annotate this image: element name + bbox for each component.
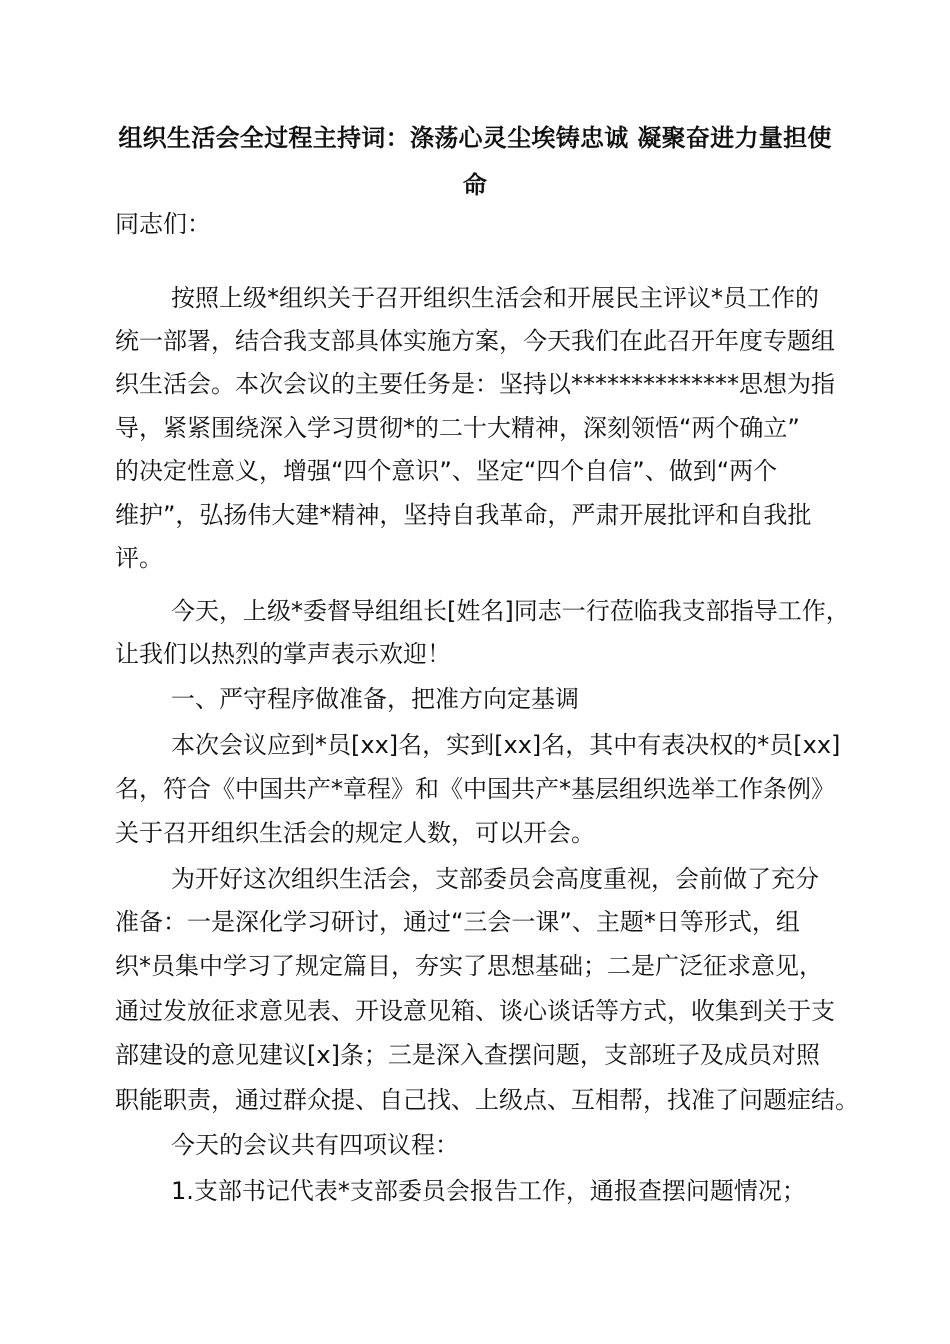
paragraph-line: 评。 xyxy=(115,544,163,572)
paragraph-line: 维护”，弘扬伟大建*精神，坚持自我革命，严肃开展批评和自我批 xyxy=(115,501,812,529)
section-heading: 一、严守程序做准备，把准方向定基调 xyxy=(171,685,579,713)
paragraph-line: 通过发放征求意见表、开设意见箱、谈心谈话等方式，收集到关于支 xyxy=(115,997,835,1025)
paragraph-line: 统一部署，结合我支部具体实施方案，今天我们在此召开年度专题组 xyxy=(115,327,835,355)
paragraph-line: 导，紧紧围绕深入学习贯彻*的二十大精神，深刻领悟“两个确立” xyxy=(115,414,800,442)
paragraph-line: 为开好这次组织生活会，支部委员会高度重视，会前做了充分 xyxy=(171,865,819,893)
paragraph-line: 织生活会。本次会议的主要任务是：坚持以**************思想为指 xyxy=(115,370,835,398)
paragraph-line: 部建设的意见建议[x]条；三是深入查摆问题，支部班子及成员对照 xyxy=(115,1041,820,1069)
paragraph-line: 织*员集中学习了规定篇目，夯实了思想基础；二是广泛征求意见， xyxy=(115,952,823,980)
paragraph-line: 按照上级*组织关于召开组织生活会和开展民主评议*员工作的 xyxy=(171,284,819,312)
agenda-item: 1.支部书记代表*支部委员会报告工作，通报查摆问题情况； xyxy=(171,1177,806,1205)
document-title: 组织生活会全过程主持词：涤荡心灵尘埃铸忠诚 凝聚奋进力量担使 xyxy=(118,124,832,152)
salutation: 同志们： xyxy=(115,210,211,238)
paragraph-line: 准备：一是深化学习研讨，通过“三会一课”、主题*日等形式，组 xyxy=(115,908,800,936)
paragraph-line: 今天，上级*委督导组组长[姓名]同志一行莅临我支部指导工作， xyxy=(171,597,850,625)
paragraph-line: 让我们以热烈的掌声表示欢迎！ xyxy=(115,640,451,668)
paragraph-line: 今天的会议共有四项议程： xyxy=(171,1131,459,1159)
paragraph-line: 的决定性意义，增强“四个意识”、坚定“四个自信”、做到“两个 xyxy=(115,457,778,485)
paragraph-line: 关于召开组织生活会的规定人数，可以开会。 xyxy=(115,819,595,847)
paragraph-line: 名，符合《中国共产*章程》和《中国共产*基层组织选举工作条例》 xyxy=(115,775,835,803)
paragraph-line: 职能职责，通过群众提、自己找、上级点、互相帮，找准了问题症结。 xyxy=(115,1086,859,1114)
paragraph-line: 本次会议应到*员[xx]名，实到[xx]名，其中有表决权的*员[xx] xyxy=(171,731,841,759)
document-title-continued: 命 xyxy=(462,171,488,199)
